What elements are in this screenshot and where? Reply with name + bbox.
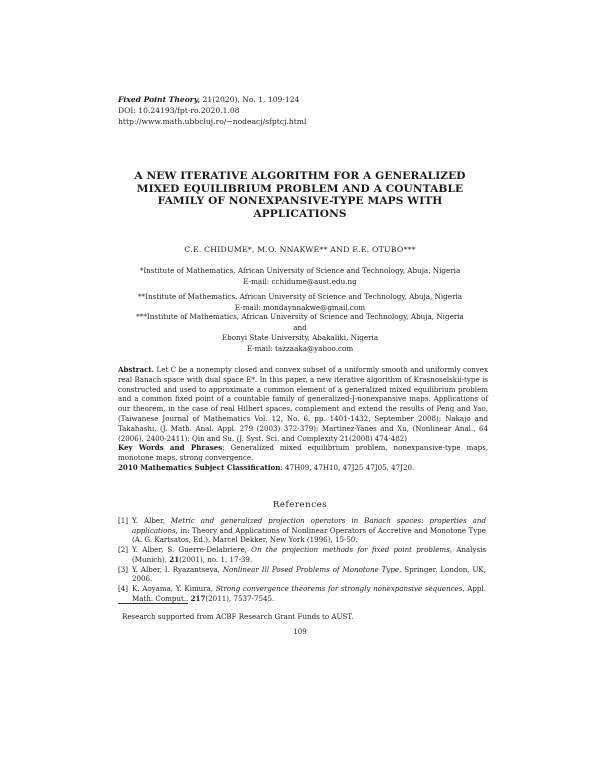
journal-header bbox=[118, 94, 306, 127]
msc-label: 2010 Mathematics Subject Classification bbox=[118, 462, 281, 472]
reference-title: On the projection methods for fixed point problems bbox=[251, 545, 450, 555]
journal-volume: 21(2020), No. 1, 109-124 bbox=[202, 95, 300, 104]
reference-source: , Springer, London, UK, 2006. bbox=[132, 564, 486, 584]
funding-footnote: Research supported from ACBF Research Grant Funds to AUST. bbox=[122, 612, 354, 621]
affiliation-line: and bbox=[293, 322, 307, 332]
affiliation-line: Ebonyi State University, Abakaliki, Nigeria bbox=[221, 333, 379, 342]
reference-authors: Y. Alber, S. Guerre-Delabriere, bbox=[132, 545, 252, 555]
journal-name: Fixed Point Theory, bbox=[118, 95, 201, 104]
reference-title: Strong convergence theorems for strongly nonexpansive sequences bbox=[215, 583, 463, 593]
reference-source: , Analysis (Munich), bbox=[132, 545, 486, 564]
affiliation-2 bbox=[100, 292, 500, 313]
doi-line: DOI: 10.24193/fpt-ro.2020.1.08 bbox=[118, 106, 240, 115]
affiliation-email: E-mail: mondaynnakwe@gmail.com bbox=[234, 302, 366, 312]
affiliation-email: E-mail: tazzaaka@yahoo.com bbox=[246, 343, 354, 353]
journal-url[interactable]: http://www.math.ubbcluj.ro/~nodeacj/sfptcj.html bbox=[118, 117, 307, 126]
reference-item bbox=[118, 584, 486, 603]
title-line: APPLICATIONS bbox=[253, 207, 347, 220]
reference-authors: Y. Alber, bbox=[132, 516, 171, 525]
page-number: 109 bbox=[293, 627, 307, 636]
affiliation-3 bbox=[100, 312, 500, 354]
affiliation-1 bbox=[100, 266, 500, 287]
reference-list bbox=[118, 516, 486, 603]
reference-authors: K. Aoyama, Y. Kimura, bbox=[132, 583, 216, 593]
keywords-label: Key Words and Phrases bbox=[118, 443, 223, 453]
reference-item bbox=[118, 565, 486, 584]
author-list: C.E. CHIDUME*, M.O. NNAKWE** AND E.E. OTUBO*** bbox=[184, 245, 416, 254]
title-line: A NEW ITERATIVE ALGORITHM FOR A GENERALIZED bbox=[134, 170, 466, 182]
references-heading: References bbox=[272, 500, 328, 510]
journal-citation bbox=[118, 94, 306, 105]
title-line: MIXED EQUILIBRIUM PROBLEM AND A COUNTABLE bbox=[136, 182, 464, 195]
reference-number: [1] bbox=[118, 516, 129, 525]
msc-classification bbox=[118, 463, 488, 473]
keywords bbox=[118, 443, 488, 463]
affiliation-line: *Institute of Mathematics, African University of Science and Technology, Abuja, Nigeria bbox=[139, 266, 461, 275]
abstract-text: Let C be a nonempty closed and convex subset of a uniformly smooth and uniformly convex real Banach space with dual space E*. In this paper, a new iterative algorithm of Krasnoselskii-type is constructed and used to approximate a common element of a generalized mixed equilibrium problem and a common fixed point of a countable family of generalized-J-nonexpansive maps. Applications of our theorem, in the case of real Hilbert spaces, complement and extend the results of Peng and Yao, (Taiwanese Journal of Mathematics Vol. 12, No. 6, pp. 1401-1432, September 2008); Nakajo and Takahashi, (J. Math. Anal. Appl. 279 (2003) 372-379); Martinez-Yanes and Xu, (Nonlinear Anal., 64 (2006), 2400-2411); Qin and Su, (J. Syst. Sci. and Complexity 21(2008) 474-482) bbox=[118, 365, 488, 443]
footnote-divider bbox=[118, 603, 188, 604]
reference-pages: (2011), 7537-7545. bbox=[205, 593, 275, 603]
reference-pages: (2001), no. 1, 17-39. bbox=[179, 554, 253, 564]
msc-text: : 47H09, 47H10, 47J25 47J05, 47J20. bbox=[280, 462, 415, 472]
abstract-paragraph bbox=[118, 365, 488, 443]
reference-volume: 21 bbox=[169, 554, 180, 564]
reference-source: , in: Theory and Applications of Nonlinear Operators of Accretive and Monotone Type (A. G. Kartsatos, Ed.), Marcel Dekker, New York (1996), 15-50. bbox=[132, 525, 486, 545]
affiliation-line: **Institute of Mathematics, African University of Science and Technology, Abuja, Nigeria bbox=[137, 292, 463, 301]
paper-title bbox=[100, 170, 500, 220]
abstract-label: Abstract. bbox=[118, 365, 155, 374]
reference-item bbox=[118, 545, 486, 564]
reference-number: [2] bbox=[118, 545, 129, 555]
reference-item bbox=[118, 516, 486, 545]
reference-number: [3] bbox=[118, 564, 129, 574]
reference-title: Nonlinear Ill Posed Problems of Monotone Type bbox=[222, 564, 400, 574]
reference-authors: Y. Alber, I. Ryazantseva, bbox=[132, 564, 223, 574]
affiliation-line: ***Institute of Mathematics, African University of Science and Technology, Abuja, Nigeria bbox=[136, 312, 464, 321]
keywords-text: : Generalized mixed equilibrium problem, nonexpansive-type maps, monotone maps, strong convergence. bbox=[118, 443, 489, 463]
reference-volume: 217 bbox=[190, 593, 206, 603]
affiliation-email: E-mail: cchidume@aust.edu.ng bbox=[243, 276, 357, 286]
title-line: FAMILY OF NONEXPANSIVE-TYPE MAPS WITH bbox=[157, 195, 443, 208]
reference-title: Metric and generalized projection operators in Banach spaces: properties and applications bbox=[132, 516, 486, 535]
abstract-section bbox=[118, 365, 488, 473]
reference-source: , Appl. Math. Comput., bbox=[132, 583, 486, 603]
reference-number: [4] bbox=[118, 583, 129, 593]
